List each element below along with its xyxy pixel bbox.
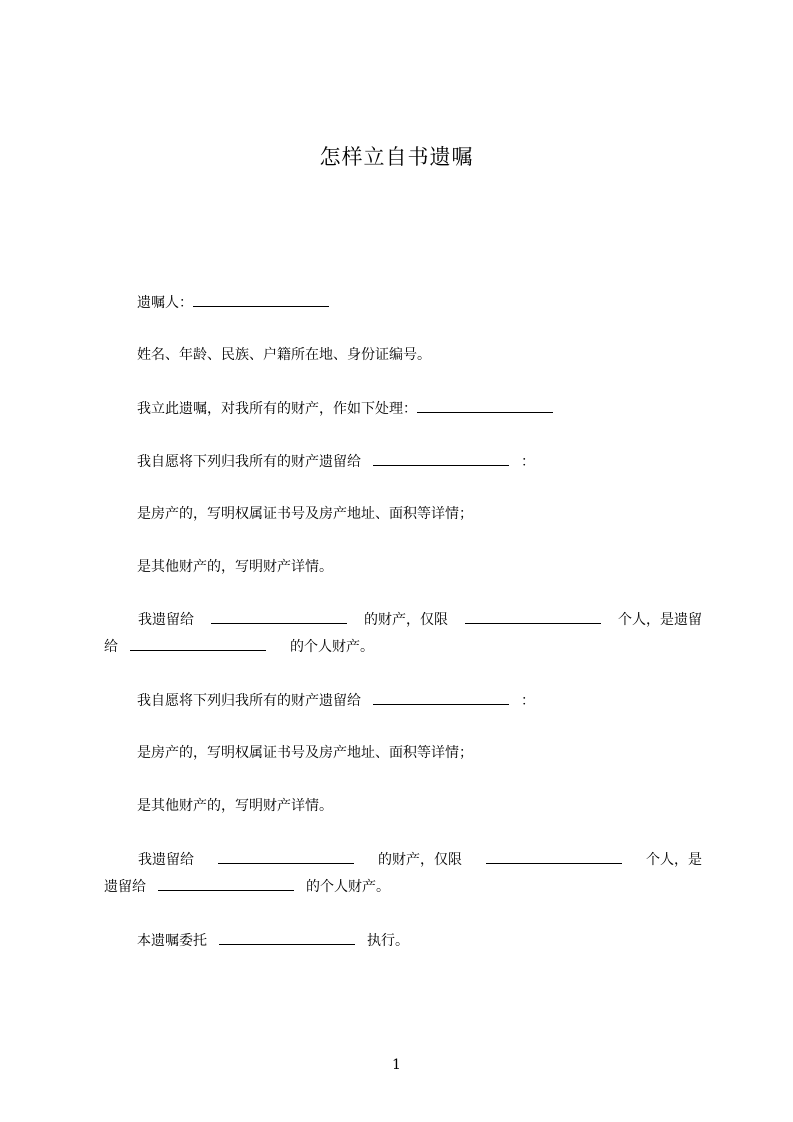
beneficiary-blank (373, 451, 509, 466)
bequest-2-limit (104, 847, 702, 901)
executor-blank (219, 930, 355, 945)
bequest-1-intro (137, 451, 535, 472)
limit-text: 的财产，仅限 (364, 612, 448, 628)
colon: ： (521, 693, 535, 709)
identity-line (137, 345, 431, 365)
limit-blank (465, 609, 601, 624)
limit-text: 的个人财产。 (290, 639, 374, 655)
limit-blank (218, 849, 354, 864)
bequest-1-other-detail (137, 557, 333, 577)
bequest-1-house-detail (137, 504, 473, 524)
declaration-blank (417, 398, 553, 413)
limit-text: 的个人财产。 (306, 879, 390, 895)
testator-line (137, 292, 329, 313)
bequest-2-house-detail (137, 743, 473, 763)
beneficiary-blank (373, 690, 509, 705)
document-title: 怎样立自书遗嘱 (319, 145, 474, 169)
testator-blank (193, 292, 329, 307)
other-detail-text: 是其他财产的，写明财产详情。 (137, 559, 333, 575)
limit-text: 个人，是 (646, 852, 702, 868)
executor-line (137, 930, 409, 951)
limit-blank (158, 876, 294, 891)
bequest-intro-text: 我自愿将下列归我所有的财产遗留给 (137, 454, 361, 470)
limit-blank (486, 849, 622, 864)
bequest-1-limit (104, 607, 702, 661)
page-number: 1 (392, 1057, 401, 1073)
bequest-intro-text: 我自愿将下列归我所有的财产遗留给 (137, 693, 361, 709)
limit-text: 我遗留给 (138, 612, 194, 628)
declaration-text: 我立此遗嘱，对我所有的财产，作如下处理： (137, 401, 417, 417)
limit-text: 给 (104, 639, 118, 655)
identity-text: 姓名、年龄、民族、户籍所在地、身份证编号。 (137, 347, 431, 363)
bequest-2-other-detail (137, 796, 333, 816)
bequest-2-intro (137, 690, 535, 711)
colon: ： (521, 454, 535, 470)
limit-blank (130, 636, 266, 651)
limit-text: 遗留给 (104, 879, 146, 895)
executor-suffix: 执行。 (367, 933, 409, 949)
declaration-line (137, 398, 553, 419)
limit-text: 个人，是遗留 (618, 612, 702, 628)
limit-blank (211, 609, 347, 624)
other-detail-text: 是其他财产的，写明财产详情。 (137, 798, 333, 814)
limit-text: 的财产，仅限 (378, 852, 462, 868)
house-detail-text: 是房产的，写明权属证书号及房产地址、面积等详情； (137, 506, 473, 522)
testator-label: 遗嘱人： (137, 295, 193, 311)
limit-text: 我遗留给 (138, 852, 194, 868)
house-detail-text: 是房产的，写明权属证书号及房产地址、面积等详情； (137, 745, 473, 761)
executor-prefix: 本遗嘱委托 (137, 933, 207, 949)
